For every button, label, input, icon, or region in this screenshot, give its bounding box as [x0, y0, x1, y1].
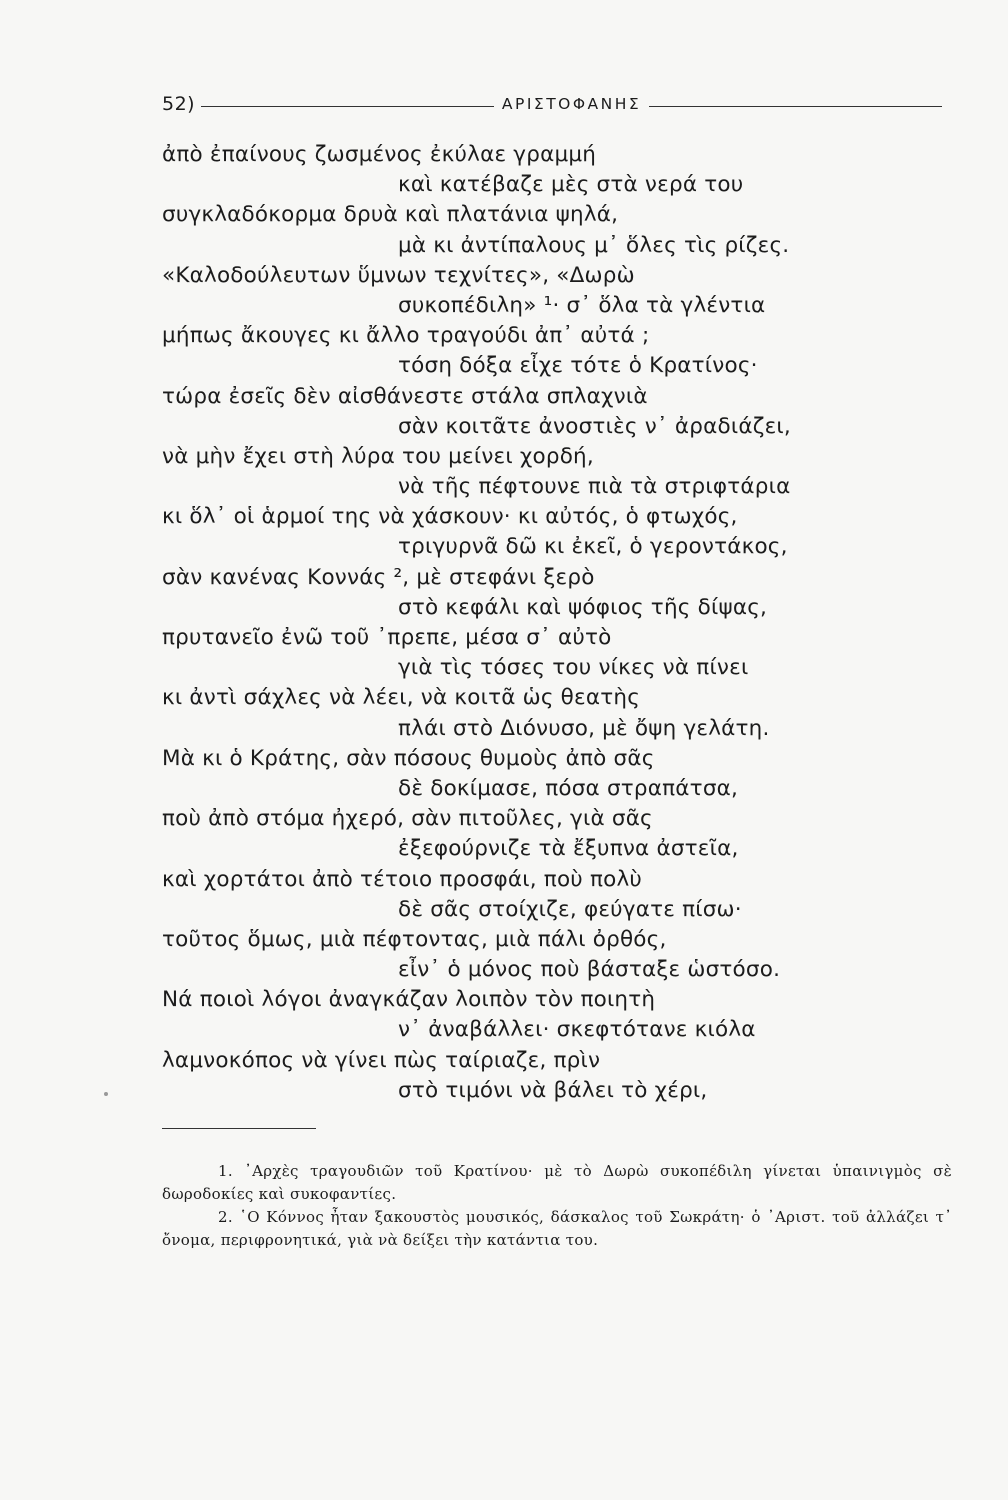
verse-line: μήπως ἄκουγες κι ἄλλο τραγούδι ἀπ᾿ αὐτά ; — [162, 323, 650, 349]
verse-line: τοῦτος ὅμως, μιὰ πέφτοντας, μιὰ πάλι ὀρθός, — [162, 926, 667, 952]
verse-line: «Καλοδούλευτων ὕμνων τεχνίτες», «Δωρὼ — [162, 262, 635, 288]
verse-line: Νά ποιοὶ λόγοι ἀναγκάζαν λοιπὸν τὸν ποιητὴ — [162, 987, 656, 1013]
page-number: 52) — [162, 93, 196, 115]
footnotes — [162, 1160, 952, 1252]
verse-line: συκοπέδιλη» ¹· σ᾿ ὅλα τὰ γλέντια — [398, 292, 766, 318]
page-speck — [104, 1092, 108, 1096]
verse-line: ποὺ ἀπὸ στόμα ἠχερό, σὰν πιτοῦλες, γιὰ σᾶς — [162, 806, 653, 832]
verse-line: πλάι στὸ Διόνυσο, μὲ ὄψη γελάτη. — [398, 715, 770, 741]
poem-text — [162, 140, 942, 1106]
verse-line: εἶν᾿ ὁ μόνος ποὺ βάσταξε ὡστόσο. — [398, 957, 781, 983]
verse-line: δὲ δοκίμασε, πόσα στραπάτσα, — [398, 775, 739, 801]
footnote-separator — [162, 1128, 316, 1129]
verse-line: στὸ κεφάλι καὶ ψόφιος τῆς δίψας, — [398, 594, 768, 620]
verse-line: κι ἀντὶ σάχλες νὰ λέει, νὰ κοιτᾶ ὡς θεατὴς — [162, 685, 641, 711]
verse-line: σὰν κοιτᾶτε ἀνοστιὲς ν᾿ ἀραδιάζει, — [398, 413, 791, 439]
running-header — [162, 92, 942, 116]
verse-line: συγκλαδόκορμα δρυὰ καὶ πλατάνια ψηλά, — [162, 202, 619, 228]
verse-line: στὸ τιμόνι νὰ βάλει τὸ χέρι, — [398, 1077, 708, 1103]
running-title: ΑΡΙΣΤΟΦΑΝΗΣ — [501, 95, 642, 113]
verse-line: νὰ τῆς πέφτουνε πιὰ τὰ στριφτάρια — [398, 474, 791, 500]
verse-line: τώρα ἐσεῖς δὲν αἰσθάνεστε στάλα σπλαχνιὰ — [162, 383, 648, 409]
verse-line: καὶ χορτάτοι ἀπὸ τέτοιο προσφάι, ποὺ πολὺ — [162, 866, 643, 892]
verse-line: γιὰ τὶς τόσες του νίκες νὰ πίνει — [398, 655, 749, 681]
verse-line: μὰ κι ἀντίπαλους μ᾿ ὅλες τὶς ρίζες. — [398, 232, 790, 258]
footnote-1: 1. ᾿Αρχὲς τραγουδιῶν τοῦ Κρατίνου· μὲ τὸ Δωρὼ συκοπέδιλη γίνεται ὑπαινιγμὸς σὲ δωροδοκίες καὶ συκοφαντίες. — [162, 1162, 952, 1203]
verse-line: τριγυρνᾶ δῶ κι ἐκεῖ, ὁ γεροντάκος, — [398, 534, 788, 560]
verse-line: Μὰ κι ὁ Κράτης, σὰν πόσους θυμοὺς ἀπὸ σᾶς — [162, 745, 655, 771]
header-rule-right — [649, 106, 942, 107]
verse-line: καὶ κατέβαζε μὲς στὰ νερά του — [398, 172, 744, 198]
footnote-2: 2. ῾Ο Κόννος ἦταν ξακουστὸς μουσικός, δάσκαλος τοῦ Σωκράτη· ὁ ᾿Αριστ. τοῦ ἀλλάζει τ᾿ ὄνομα, περιφρονητικά, γιὰ νὰ δείξει τὴν κατάντια του. — [162, 1208, 952, 1249]
verse-line: πρυτανεῖο ἐνῶ τοῦ ᾿πρεπε, μέσα σ᾿ αὐτὸ — [162, 625, 612, 650]
verse-line: λαμνοκόπος νὰ γίνει πὼς ταίριαζε, πρὶν — [162, 1047, 601, 1073]
verse-line: κι ὅλ᾿ οἱ ἁρμοί της νὰ χάσκουν· κι αὐτός, ὁ φτωχός, — [162, 504, 738, 530]
verse-line: τόση δόξα εἶχε τότε ὁ Κρατίνος· — [398, 353, 758, 379]
header-rule-left — [201, 106, 494, 107]
verse-line: νὰ μὴν ἔχει στὴ λύρα του μείνει χορδή, — [162, 443, 594, 469]
verse-line: σὰν κανένας Κοννάς ², μὲ στεφάνι ξερὸ — [162, 564, 595, 590]
verse-line: δὲ σᾶς στοίχιζε, φεύγατε πίσω· — [398, 896, 742, 922]
verse-line: ἐξεφούρνιζε τὰ ἔξυπνα ἀστεῖα, — [398, 836, 739, 862]
verse-line: ν᾿ ἀναβάλλει· σκεφτότανε κιόλα — [398, 1017, 756, 1043]
verse-line: ἀπὸ ἐπαίνους ζωσμένος ἐκύλαε γραμμή — [162, 142, 597, 167]
